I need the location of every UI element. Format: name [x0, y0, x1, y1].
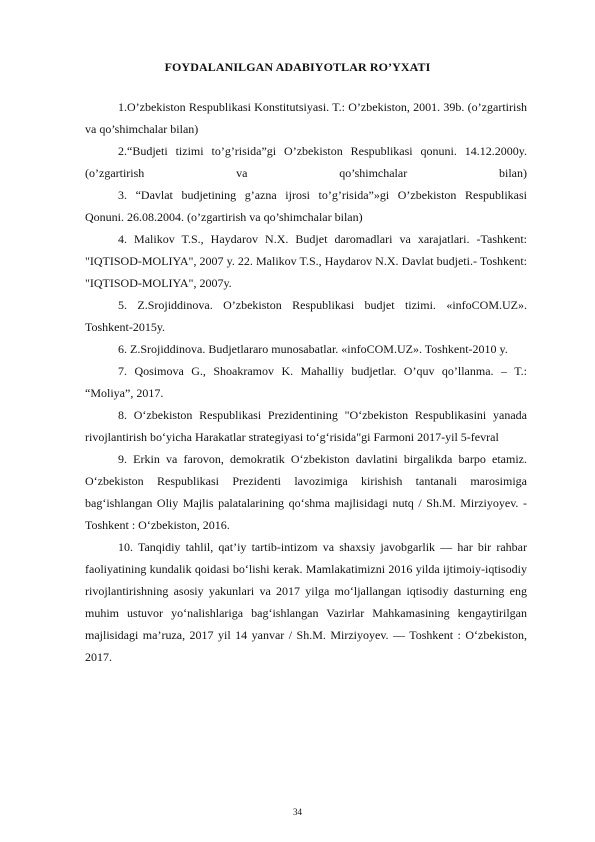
- reference-item-10: 10. Tanqidiy tahlil, qat’iy tartib-intizom va shaxsiy javobgarlik — har bir rahbar faoliyatining kundalik qoidasi bo‘lishi kerak. Mamlakatimizni 2016 yilda ijtimoiy-iqtisodiy rivojlantirishning asosiy yakunlari va 2017 yilga mo‘ljallangan iqtisodiy dasturning eng muhim ustuvor yo‘nalishlariga bag‘ishlangan Vazirlar Mahkamasining kengaytirilgan majlisidagi ma’ruza, 2017 yil 14 yanvar / Sh.M. Mirziyoyev. — Toshkent : O‘zbekiston, 2017.: [85, 540, 527, 664]
- reference-item-6: 6. Z.Srojiddinova. Budjetlararo munosabatlar. «infoCOM.UZ». Toshkent-2010 y.: [118, 342, 508, 356]
- reference-item-1: 1.O’zbekiston Respublikasi Konstitutsiyasi. T.: O’zbekiston, 2001. 39b. (o’zgartirish va qo’shimchalar bilan): [85, 100, 527, 136]
- reference-item-8: 8. O‘zbekiston Respublikasi Prezidentining "O‘zbekiston Respublikasini yanada rivojlantirish bo‘yicha Harakatlar strategiyasi to‘g‘risida"gi Farmoni 2017-yil 5-fevral: [85, 408, 527, 444]
- page-title: FOYDALANILGAN ADABIYOTLAR RO’YXATI: [164, 60, 431, 74]
- reference-list: [85, 96, 527, 668]
- reference-item-3: 3. “Davlat budjetining g’azna ijrosi to’g’risida”»gi O’zbekiston Respublikasi Qonuni. 26.08.2004. (o’zgartirish va qo’shimchalar bilan): [85, 188, 527, 224]
- reference-item-5: 5. Z.Srojiddinova. O’zbekiston Respublikasi budjet tizimi. «infoCOM.UZ». Toshkent-2015y.: [85, 298, 527, 334]
- reference-item-2: 2.“Budjeti tizimi to’g’risida”gi O’zbekiston Respublikasi qonuni. 14.12.2000y.(o’zgartirish va qo’shimchalar bilan): [85, 144, 527, 180]
- page-number: 34: [293, 807, 302, 817]
- reference-item-7: 7. Qosimova G., Shoakramov K. Mahalliy budjetlar. O’quv qo’llanma. – T.: “Moliya”, 2017.: [85, 364, 527, 400]
- reference-item-9: 9. Erkin va farovon, demokratik O‘zbekiston davlatini birgalikda barpo etamiz. O‘zbekiston Respublikasi Prezidenti lavozimiga kirishish tantanali marosimiga bag‘ishlangan Oliy Majlis palatalarining qo‘shma majlisidagi nutq / Sh.M. Mirziyoyev. - Toshkent : O‘zbekiston, 2016.: [85, 452, 527, 532]
- reference-item-4: 4. Malikov T.S., Haydarov N.X. Budjet daromadlari va xarajatlari. -Tashkent: "IQTISOD-MOLIYA", 2007 y. 22. Malikov T.S., Haydarov N.X. Davlat budjeti.- Toshkent: "IQTISOD-MOLIYA", 2007y.: [85, 232, 527, 290]
